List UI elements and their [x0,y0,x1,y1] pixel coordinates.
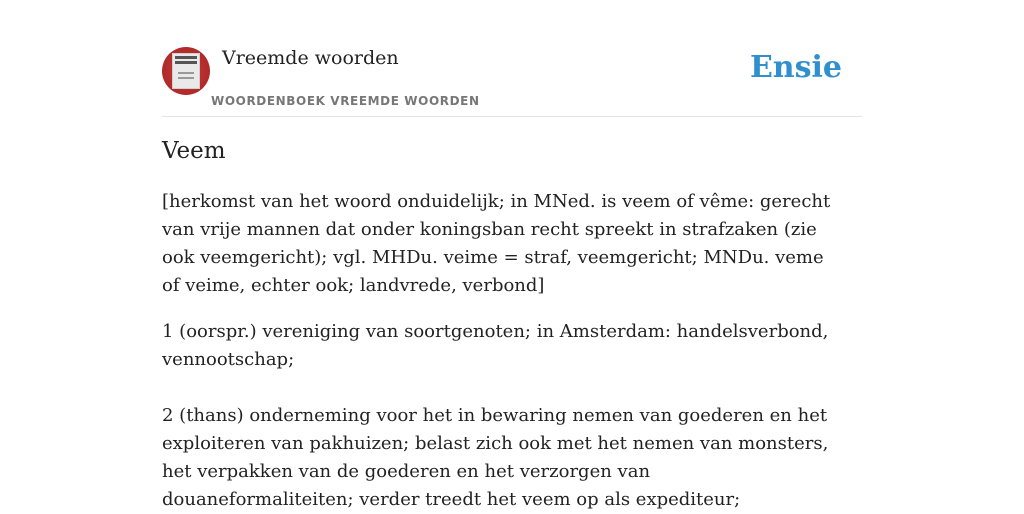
source-title[interactable]: Vreemde woorden [222,47,399,69]
source-subtitle: WOORDENBOEK VREEMDE WOORDEN [211,94,480,108]
brand-logo[interactable]: Ensie [749,50,842,85]
header [162,44,862,117]
entry-title: Veem [162,138,226,164]
entry-sense-1: 1 (oorspr.) vereniging van soortgenoten; in Amsterdam: handelsverbond, vennootschap; [162,321,829,370]
book-cover-icon [172,53,200,89]
source-avatar[interactable] [162,47,210,95]
entry-content [162,138,842,514]
entry-etymology: [herkomst van het woord onduidelijk; in MNed. is veem of vême: gerecht van vrije mannen dat onder koningsban recht spreekt in strafzaken (zie ook veemgericht); vgl. MHDu. veime = straf, veemgericht; MNDu. veme of veime, echter ook; landvrede, verbond] [162,191,831,296]
entry-sense-2: 2 (thans) onderneming voor het in bewaring nemen van goederen en het exploiteren van pakhuizen; belast zich ook met het nemen van monsters, het verpakken van de goederen en het verzorgen van douaneformaliteiten; verder treedt het veem op als expediteur; [162,405,829,510]
